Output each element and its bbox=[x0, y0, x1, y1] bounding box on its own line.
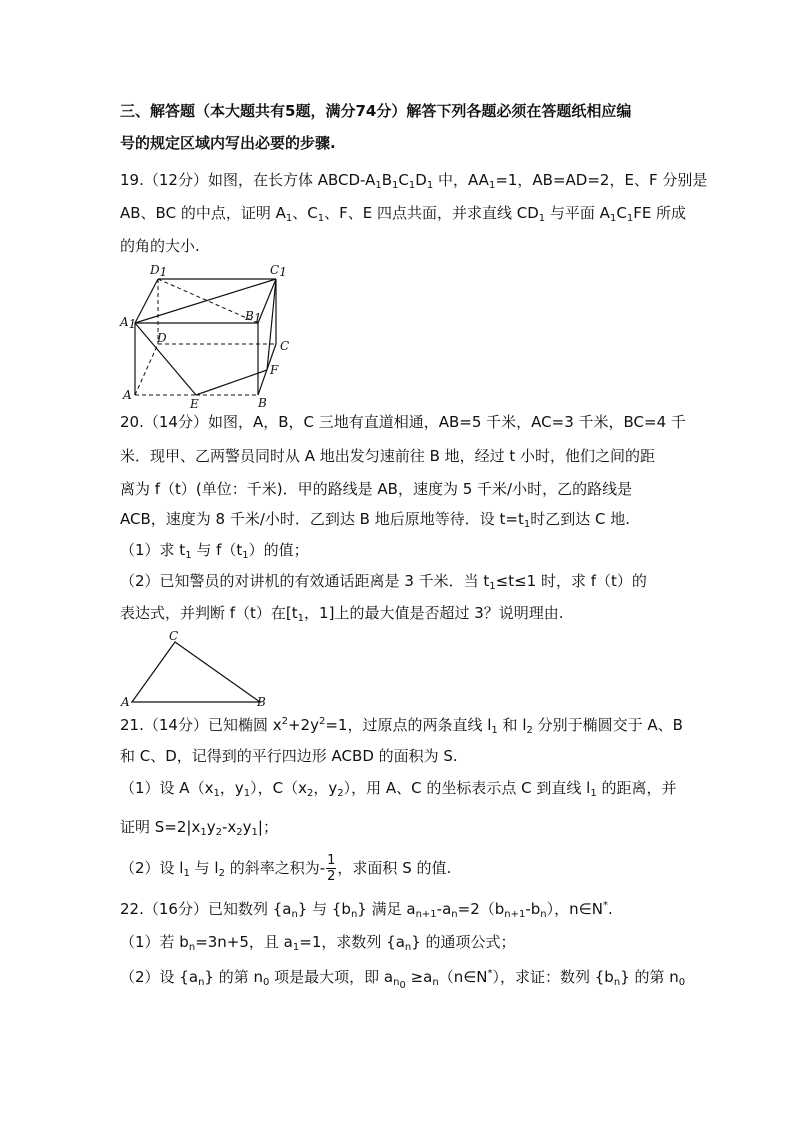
label-A: A bbox=[123, 388, 132, 402]
label-C: C bbox=[169, 629, 179, 643]
label-B: B bbox=[257, 695, 266, 709]
q20-line-1: 20.（14分）如图，A，B，C 三地有直道相通，AB=5 千米，AC=3 千米，BC=4 千 bbox=[120, 413, 686, 431]
q20-part-2-line-1: （2）已知警员的对讲机的有效通话距离是 3 千米．当 $t_1\le t\le 1$ 时，求 f（t）的 bbox=[120, 572, 647, 592]
edge-EF bbox=[196, 370, 267, 395]
label-D1: D1 bbox=[150, 263, 168, 279]
label-C1: C1 bbox=[270, 263, 287, 279]
fraction-one-half: $\frac{1}{2}$ bbox=[327, 853, 336, 884]
label-A: A bbox=[121, 695, 130, 709]
label-D: D bbox=[157, 331, 167, 345]
q20-line-2: 米．现甲、乙两警员同时从 A 地出发匀速前往 B 地，经过 t 小时，他们之间的距 bbox=[120, 447, 656, 465]
q21-line-1: 21.（14分）已知椭圆 $x^2+2y^2=1$，过原点的两条直线 $l_1$ 和 $l_2$ 分别于椭圆交于 A、B bbox=[120, 716, 683, 736]
q19-line-2: AB、BC 的中点，证明 $A_1$、$C_1$、F、E 四点共面，并求直线 $CD_1$ 与平面 $A_1C_1FE$ 所成 bbox=[120, 204, 687, 224]
q21-line-2: 和 C、D，记得到的平行四边形 ACBD 的面积为 S. bbox=[120, 747, 458, 765]
q20-line-4: ACB，速度为 8 千米/小时．乙到达 B 地后原地等待．设 $t=t_1$时乙到达 C 地. bbox=[120, 510, 630, 530]
q20-part-1: （1）求 $t_1$ 与 $f(t_1)$的值； bbox=[120, 541, 309, 561]
triangle-ACB bbox=[132, 642, 260, 702]
q20-line-3: 离为 f（t）(单位：千米)．甲的路线是 AB，速度为 5 千米/小时，乙的路线是 bbox=[120, 480, 633, 498]
triangle-figure bbox=[118, 630, 278, 710]
edge-AD bbox=[135, 344, 158, 395]
label-C: C bbox=[280, 339, 290, 353]
q21-part-2: （2）设 $l_1$ 与 $l_2$ 的斜率之积为- $\frac{1}{2}$ ，求面积 S 的值. bbox=[120, 853, 452, 884]
edge-D1B1 bbox=[158, 279, 258, 323]
q22-part-2: （2）设 $\{a_n\}$ 的第 $n_0$ 项是最大项，即 $a_{n_0}$ $\ge a_n(n\in N^*)$，求证：数列 $\{b_n\}$ 的第 $n_0$ bbox=[120, 968, 686, 991]
label-B: B bbox=[258, 396, 267, 410]
q22-line-1: 22.（16分）已知数列 $\{a_n\}$ 与 $\{b_n\}$ 满足 $a_{n+1}-a_n=2(b_{n+1}-b_n)$，n∈N*. bbox=[120, 900, 613, 920]
label-F: F bbox=[270, 363, 279, 377]
q22-part-1: （1）若 $b_n=3n+5$，且 $a_1=1$，求数列 $\{a_n\}$ 的通项公式； bbox=[120, 933, 516, 953]
section-header-line-2: 号的规定区域内写出必要的步骤. bbox=[120, 134, 336, 152]
q20-part-2-line-2: 表达式，并判断 f（t）在[$t_1$，1]上的最大值是否超过 3？说明理由. bbox=[120, 604, 564, 624]
q19-line-3: 的角的大小. bbox=[120, 237, 200, 255]
q21-part-1-line-1: （1）设 $A(x_1$，$y_1$），$C(x_2$，$y_2$），用 A、C 的坐标表示点 C 到直线 $l_1$ 的距离，并 bbox=[120, 779, 677, 799]
label-B1: B1 bbox=[245, 309, 262, 325]
q19-line-1: 19.（12分）如图，在长方体 ABCD-$A_1B_1C_1D_1$ 中，$AA_1=1$，AB=AD=2，E、F 分别是 bbox=[120, 171, 708, 191]
label-A1: A1 bbox=[120, 315, 137, 331]
label-E: E bbox=[190, 397, 199, 411]
q21-part-1-line-2: 证明 $S=2|x_1y_2-x_2y_1|$； bbox=[120, 818, 278, 838]
cuboid-figure bbox=[118, 260, 298, 410]
section-header-line-1: 三、解答题（本大题共有5题，满分74分）解答下列各题必须在答题纸相应编 bbox=[120, 102, 632, 120]
